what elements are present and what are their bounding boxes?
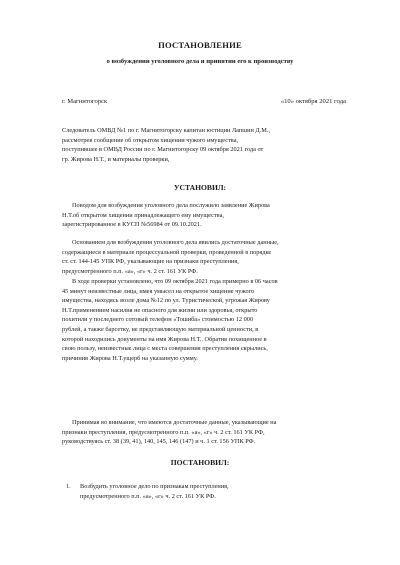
facts-line: которой находились документы на имя Жирова Н.Т.. Обратив похищенное в — [62, 335, 267, 343]
document-date: «10» октября 2021 года — [280, 98, 346, 105]
document-title: ПОСТАНОВЛЕНИЕ — [158, 40, 242, 50]
document-place: г. Магнитогорск — [62, 98, 108, 105]
heading-established: УСТАНОВИЛ: — [173, 183, 227, 192]
resolution-item-line: предусмотренного п.п. «а», «г» ч. 2 ст. 161 УК РФ. — [80, 492, 216, 500]
facts-line: В ходе проверки установлено, что 09 октября 2021 года примерно в 06 часов — [72, 278, 278, 285]
grounds-line: предусмотренного п.п. «а», «г» ч. 2 ст. 161 УК РФ. — [62, 267, 198, 275]
intro-line: поступившее в ОМВД России по г. Магнитогорску 09 октября 2021 года от — [62, 146, 264, 154]
considering-line: признаки преступления, предусмотренного п.п. «а», «г» ч. 2 ст. 161 УК РФ, — [62, 428, 265, 436]
considering-line: руководствуясь ст. 38 (39, 41), 140, 145, 146 (147) и ч. 1 ст. 156 УПК РФ. — [62, 438, 256, 446]
facts-line: похитили у последнего сотовый телефон «Тошиба» стоимостью 12 000 — [62, 316, 254, 324]
facts-line: причинив Жирова Н.Т.ущерб на указанную сумму. — [62, 354, 198, 362]
intro-line: Следователь ОМВД №1 по г. Магнитогорску капитан юстиции Лапшин Д.М., — [62, 127, 271, 134]
grounds-line: ст. ст. 144-145 УПК РФ, указывающие на признаки преступления, — [62, 258, 239, 266]
intro-paragraph — [62, 126, 352, 164]
intro-line: гр. Жирова Н.Т., и материалы проверки, — [62, 155, 170, 163]
resolution-item-number: 1. — [66, 483, 71, 490]
considering-paragraph — [62, 418, 352, 447]
facts-line: имущества, находясь возле дома №12 по ул. Туристической, угрожая Жирову — [62, 297, 270, 305]
grounds-line: содержащиеся в материале процессуальной проверки, проведенной в порядке — [62, 248, 272, 256]
considering-line: Принимая во внимание, что имеются достаточные данные, указывающие на — [72, 419, 277, 426]
facts-line: свою пользу, неизвестные лица с места совершения преступления скрылись, — [62, 345, 268, 353]
grounds-line: Основанием для возбуждения уголовного дела явились достаточные данные, — [72, 239, 279, 246]
resolution-item — [80, 482, 229, 501]
facts-line: Н.Т.применением насилия не опасного для жизни или здоровья, открыто — [62, 306, 258, 314]
reason-paragraph — [62, 201, 352, 230]
facts-paragraph — [62, 277, 352, 363]
facts-line: 45 минут неизвестные лица, имея умысел на открытое хищение чужого — [62, 287, 255, 295]
resolution-item-line: Возбудить уголовное дело по признакам преступления, — [80, 483, 229, 490]
reason-line: Н.Т.об открытом хищении принадлежащего ему имущества, — [62, 211, 224, 219]
reason-line: Поводом для возбуждения уголовного дела послужило заявление Жирова — [72, 202, 270, 209]
grounds-paragraph — [62, 238, 352, 276]
facts-line: рублей, а также барсетку, не представляющую материальной ценности, в — [62, 325, 259, 333]
document-subtitle: о возбуждении уголовного дела и принятии его к производству — [106, 58, 294, 65]
reason-line: зарегистрированное в КУСП №56984 от 09.10.2021. — [62, 221, 202, 229]
heading-resolved: ПОСТАНОВИЛ: — [170, 458, 230, 467]
intro-line: рассмотрев сообщение об открытом хищении чужого имущества, — [62, 136, 239, 144]
